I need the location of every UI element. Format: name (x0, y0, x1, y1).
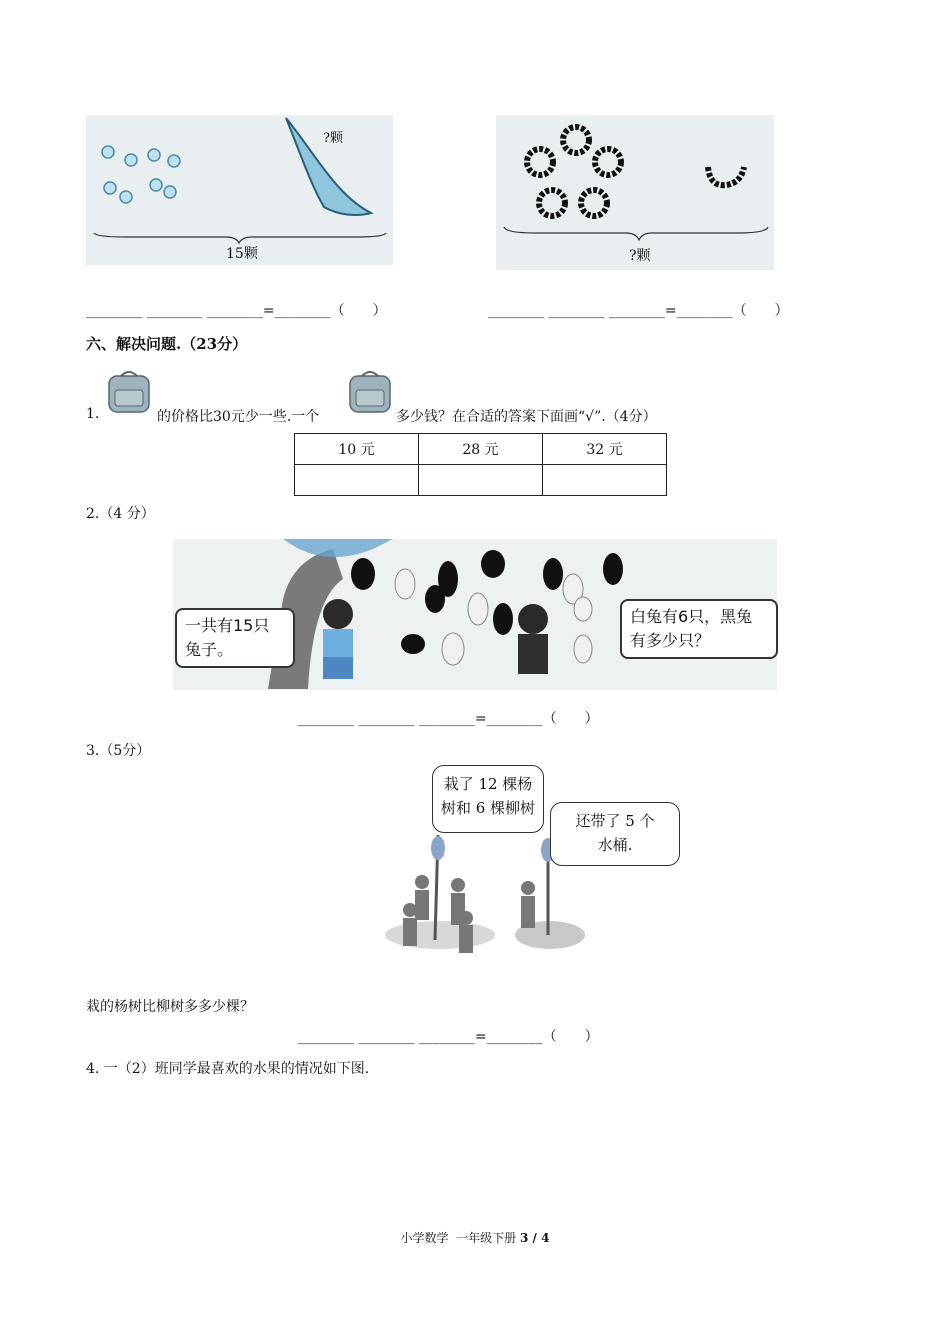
answer-line-right[interactable]: ________ ________ ________=________（ ） (488, 303, 789, 319)
rabbits-figure (173, 539, 777, 690)
q1-option-10: 10 元 (295, 434, 419, 465)
q3-bubble-1-line2: 树和 6 棵柳树 (440, 799, 536, 817)
beads-right-question-label: ?颗 (629, 248, 651, 264)
q2-bubble-right-line1: 白兔有6只，黑兔 (630, 607, 753, 626)
q3-bubble-1 (432, 765, 544, 833)
q3-question: 栽的杨树比柳树多多少棵？ (86, 999, 254, 1015)
q2-answer-line[interactable]: ________ ________ ________=________（ ） (298, 711, 599, 727)
q1-option-32: 32 元 (543, 434, 667, 465)
beads-left-total-label: 15颗 (226, 246, 258, 262)
q2-bubble-left (175, 608, 295, 668)
q3-bubble-1-line1: 栽了 12 棵杨 (443, 775, 533, 793)
q2-heading: 2.（4 分） (86, 506, 155, 522)
q3-heading: 3.（5分） (86, 743, 151, 759)
page-footer (0, 1229, 950, 1246)
q1-option-28: 28 元 (419, 434, 543, 465)
beads-figure-left (86, 115, 393, 265)
footer-subject: 小学数学 一年级下册 (400, 1231, 520, 1245)
section-heading: 六、解决问题.（23分） (86, 335, 248, 353)
q1-text-b: 多少钱？在合适的答案下面画“√”.（4分） (396, 409, 657, 425)
beads-figure-right (496, 115, 774, 270)
q2-bubble-right-line2: 有多少只？ (630, 631, 711, 650)
q1-number: 1. (86, 406, 100, 422)
q2-bubble-left-line1: 一共有15只 (185, 616, 270, 635)
tree-planting-figure (370, 760, 690, 985)
footer-page-number: 3 / 4 (520, 1231, 550, 1245)
q1-options-table (294, 433, 667, 496)
backpack-icon (344, 370, 396, 416)
q4-text: 4. 一（2）班同学最喜欢的水果的情况如下图. (86, 1061, 370, 1077)
q1-answer-cell-32[interactable] (543, 465, 667, 496)
q2-bubble-left-line2: 兔子。 (185, 640, 234, 659)
q3-answer-line[interactable]: ________ ________ ________=________（ ） (298, 1029, 599, 1045)
q1-text-a: 的价格比30元少一些.一个 (157, 409, 320, 425)
q3-bubble-2 (550, 802, 680, 866)
beads-left-question-label: ?颗 (323, 131, 343, 146)
answer-line-left[interactable]: ________ ________ ________=________（ ） (86, 303, 387, 319)
q2-bubble-right (620, 599, 778, 659)
q3-bubble-2-line2: 水桶. (597, 836, 633, 854)
q1-answer-cell-28[interactable] (419, 465, 543, 496)
q1-answer-cell-10[interactable] (295, 465, 419, 496)
backpack-icon (103, 370, 155, 416)
q3-bubble-2-line1: 还带了 5 个 (575, 812, 655, 830)
